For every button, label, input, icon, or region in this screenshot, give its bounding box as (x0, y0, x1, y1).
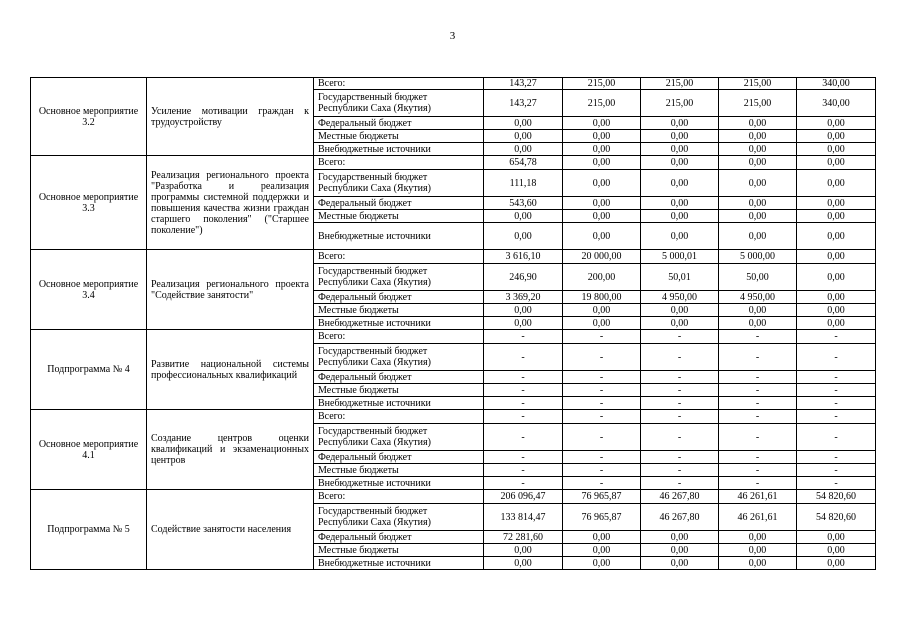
amount-cell: 0,00 (641, 130, 719, 143)
amount-cell: - (563, 371, 641, 384)
amount-cell: - (641, 451, 719, 464)
event-name: Основное мероприятие 3.3 (31, 156, 147, 250)
amount-cell: 54 820,60 (797, 504, 876, 531)
amount-cell: 0,00 (563, 197, 641, 210)
event-description: Реализация регионального проекта "Разработка и реализация программы системной поддержки и повышения качества жизни граждан старшего поколения" ("Старшее поколение") (147, 156, 314, 250)
table-row (31, 156, 876, 170)
amount-cell: 0,00 (719, 557, 797, 570)
amount-cell: 0,00 (563, 170, 641, 197)
amount-cell: - (641, 397, 719, 410)
funding-source: Местные бюджеты (314, 464, 484, 477)
amount-cell: 0,00 (641, 117, 719, 130)
amount-cell: - (797, 397, 876, 410)
funding-source: Всего: (314, 410, 484, 424)
funding-source: Внебюджетные источники (314, 477, 484, 490)
amount-cell: 654,78 (484, 156, 563, 170)
funding-source: Государственный бюджет Республики Саха (Якутия) (314, 90, 484, 117)
table-row (31, 78, 876, 90)
amount-cell: - (719, 371, 797, 384)
amount-cell: - (563, 410, 641, 424)
amount-cell: 0,00 (563, 210, 641, 223)
amount-cell: - (719, 330, 797, 344)
funding-source: Всего: (314, 156, 484, 170)
amount-cell: 0,00 (641, 557, 719, 570)
amount-cell: - (641, 384, 719, 397)
amount-cell: - (719, 397, 797, 410)
table-row (31, 250, 876, 264)
amount-cell: 543,60 (484, 197, 563, 210)
event-description: Усиление мотивации граждан к трудоустройству (147, 78, 314, 156)
amount-cell: 0,00 (797, 531, 876, 544)
amount-cell: 0,00 (484, 210, 563, 223)
event-name: Подпрограмма № 4 (31, 330, 147, 410)
funding-source: Местные бюджеты (314, 544, 484, 557)
funding-source: Государственный бюджет Республики Саха (Якутия) (314, 424, 484, 451)
amount-cell: 0,00 (797, 250, 876, 264)
amount-cell: - (797, 464, 876, 477)
table-row (31, 330, 876, 344)
amount-cell: 206 096,47 (484, 490, 563, 504)
amount-cell: 0,00 (641, 317, 719, 330)
amount-cell: - (563, 424, 641, 451)
amount-cell: 54 820,60 (797, 490, 876, 504)
budget-table (30, 77, 876, 570)
amount-cell: 0,00 (563, 130, 641, 143)
event-description: Реализация регионального проекта "Содействие занятости" (147, 250, 314, 330)
funding-source: Государственный бюджет Республики Саха (Якутия) (314, 170, 484, 197)
amount-cell: 0,00 (797, 544, 876, 557)
amount-cell: 0,00 (563, 557, 641, 570)
amount-cell: 0,00 (719, 156, 797, 170)
amount-cell: - (484, 397, 563, 410)
amount-cell: 143,27 (484, 90, 563, 117)
amount-cell: 46 261,61 (719, 490, 797, 504)
amount-cell: 0,00 (797, 143, 876, 156)
amount-cell: 0,00 (563, 223, 641, 250)
amount-cell: 72 281,60 (484, 531, 563, 544)
amount-cell: - (641, 464, 719, 477)
amount-cell: 50,00 (719, 264, 797, 291)
amount-cell: 46 267,80 (641, 490, 719, 504)
amount-cell: - (797, 451, 876, 464)
amount-cell: - (719, 464, 797, 477)
amount-cell: - (719, 410, 797, 424)
amount-cell: - (563, 344, 641, 371)
amount-cell: - (563, 477, 641, 490)
funding-source: Федеральный бюджет (314, 371, 484, 384)
funding-source: Внебюджетные источники (314, 397, 484, 410)
amount-cell: 0,00 (563, 531, 641, 544)
amount-cell: 0,00 (719, 197, 797, 210)
funding-source: Всего: (314, 250, 484, 264)
amount-cell: 0,00 (797, 170, 876, 197)
funding-source: Федеральный бюджет (314, 531, 484, 544)
amount-cell: 0,00 (719, 130, 797, 143)
amount-cell: 76 965,87 (563, 490, 641, 504)
amount-cell: 0,00 (563, 143, 641, 156)
amount-cell: 0,00 (719, 304, 797, 317)
amount-cell: 200,00 (563, 264, 641, 291)
funding-source: Внебюджетные источники (314, 143, 484, 156)
amount-cell: - (563, 330, 641, 344)
amount-cell: 5 000,01 (641, 250, 719, 264)
amount-cell: 5 000,00 (719, 250, 797, 264)
amount-cell: - (797, 344, 876, 371)
funding-source: Всего: (314, 330, 484, 344)
amount-cell: 0,00 (484, 544, 563, 557)
funding-source: Местные бюджеты (314, 304, 484, 317)
amount-cell: 20 000,00 (563, 250, 641, 264)
amount-cell: 215,00 (563, 90, 641, 117)
amount-cell: - (484, 410, 563, 424)
amount-cell: - (797, 384, 876, 397)
amount-cell: 0,00 (563, 544, 641, 557)
amount-cell: - (719, 384, 797, 397)
amount-cell: 0,00 (484, 557, 563, 570)
funding-source: Федеральный бюджет (314, 291, 484, 304)
amount-cell: 246,90 (484, 264, 563, 291)
amount-cell: 0,00 (641, 210, 719, 223)
amount-cell: 0,00 (484, 143, 563, 156)
amount-cell: - (797, 410, 876, 424)
amount-cell: 0,00 (797, 210, 876, 223)
funding-source: Местные бюджеты (314, 130, 484, 143)
amount-cell: 0,00 (719, 223, 797, 250)
amount-cell: 215,00 (641, 90, 719, 117)
amount-cell: 46 267,80 (641, 504, 719, 531)
amount-cell: 0,00 (797, 304, 876, 317)
funding-source: Местные бюджеты (314, 384, 484, 397)
amount-cell: - (563, 464, 641, 477)
amount-cell: - (797, 330, 876, 344)
table-row (31, 490, 876, 504)
amount-cell: 50,01 (641, 264, 719, 291)
event-description: Создание центров оценки квалификаций и экзаменационных центров (147, 410, 314, 490)
amount-cell: 0,00 (719, 117, 797, 130)
funding-source: Внебюджетные источники (314, 317, 484, 330)
amount-cell: 0,00 (719, 143, 797, 156)
amount-cell: - (797, 424, 876, 451)
amount-cell: 0,00 (797, 197, 876, 210)
funding-source: Внебюджетные источники (314, 557, 484, 570)
amount-cell: 0,00 (797, 130, 876, 143)
amount-cell: - (484, 384, 563, 397)
amount-cell: 0,00 (563, 317, 641, 330)
amount-cell: 0,00 (484, 317, 563, 330)
amount-cell: 0,00 (719, 317, 797, 330)
funding-source: Федеральный бюджет (314, 197, 484, 210)
amount-cell: 0,00 (797, 156, 876, 170)
amount-cell: 0,00 (719, 170, 797, 197)
amount-cell: 0,00 (641, 223, 719, 250)
amount-cell: - (641, 371, 719, 384)
amount-cell: 0,00 (797, 223, 876, 250)
amount-cell: - (719, 424, 797, 451)
amount-cell: 0,00 (797, 317, 876, 330)
amount-cell: - (484, 424, 563, 451)
amount-cell: 0,00 (719, 531, 797, 544)
amount-cell: - (641, 410, 719, 424)
funding-source: Всего: (314, 78, 484, 90)
amount-cell: - (797, 477, 876, 490)
amount-cell: 0,00 (797, 557, 876, 570)
amount-cell: 215,00 (719, 90, 797, 117)
amount-cell: - (484, 477, 563, 490)
amount-cell: 0,00 (484, 304, 563, 317)
amount-cell: 111,18 (484, 170, 563, 197)
table-row (31, 410, 876, 424)
amount-cell: 19 800,00 (563, 291, 641, 304)
amount-cell: 0,00 (797, 117, 876, 130)
amount-cell: 215,00 (563, 78, 641, 90)
amount-cell: 0,00 (563, 304, 641, 317)
event-description: Развитие национальной системы профессиональных квалификаций (147, 330, 314, 410)
amount-cell: - (641, 424, 719, 451)
amount-cell: 340,00 (797, 90, 876, 117)
amount-cell: - (719, 451, 797, 464)
amount-cell: 215,00 (719, 78, 797, 90)
amount-cell: 0,00 (797, 291, 876, 304)
amount-cell: 0,00 (484, 223, 563, 250)
amount-cell: 0,00 (797, 264, 876, 291)
amount-cell: - (484, 330, 563, 344)
amount-cell: - (563, 451, 641, 464)
funding-source: Федеральный бюджет (314, 451, 484, 464)
amount-cell: 0,00 (484, 130, 563, 143)
page-number: 3 (449, 30, 456, 42)
amount-cell: 4 950,00 (641, 291, 719, 304)
amount-cell: - (484, 371, 563, 384)
amount-cell: - (563, 397, 641, 410)
amount-cell: 0,00 (641, 156, 719, 170)
amount-cell: 133 814,47 (484, 504, 563, 531)
event-name: Подпрограмма № 5 (31, 490, 147, 570)
amount-cell: - (484, 464, 563, 477)
amount-cell: 46 261,61 (719, 504, 797, 531)
amount-cell: 0,00 (563, 156, 641, 170)
funding-source: Государственный бюджет Республики Саха (Якутия) (314, 504, 484, 531)
amount-cell: 0,00 (719, 210, 797, 223)
event-name: Основное мероприятие 3.2 (31, 78, 147, 156)
event-description: Содействие занятости населения (147, 490, 314, 570)
funding-source: Внебюджетные источники (314, 223, 484, 250)
amount-cell: 3 616,10 (484, 250, 563, 264)
amount-cell: - (563, 384, 641, 397)
amount-cell: - (719, 477, 797, 490)
amount-cell: 0,00 (719, 544, 797, 557)
amount-cell: - (797, 371, 876, 384)
amount-cell: 340,00 (797, 78, 876, 90)
funding-source: Местные бюджеты (314, 210, 484, 223)
amount-cell: - (641, 477, 719, 490)
event-name: Основное мероприятие 3.4 (31, 250, 147, 330)
amount-cell: 0,00 (641, 143, 719, 156)
amount-cell: 76 965,87 (563, 504, 641, 531)
amount-cell: 0,00 (563, 117, 641, 130)
amount-cell: 0,00 (641, 531, 719, 544)
event-name: Основное мероприятие 4.1 (31, 410, 147, 490)
funding-source: Федеральный бюджет (314, 117, 484, 130)
amount-cell: 0,00 (641, 304, 719, 317)
amount-cell: 143,27 (484, 78, 563, 90)
funding-source: Всего: (314, 490, 484, 504)
amount-cell: 215,00 (641, 78, 719, 90)
funding-source: Государственный бюджет Республики Саха (Якутия) (314, 264, 484, 291)
amount-cell: 4 950,00 (719, 291, 797, 304)
amount-cell: - (641, 330, 719, 344)
amount-cell: - (719, 344, 797, 371)
funding-source: Государственный бюджет Республики Саха (Якутия) (314, 344, 484, 371)
amount-cell: 0,00 (641, 170, 719, 197)
amount-cell: 3 369,20 (484, 291, 563, 304)
amount-cell: - (484, 451, 563, 464)
amount-cell: 0,00 (641, 197, 719, 210)
amount-cell: 0,00 (484, 117, 563, 130)
amount-cell: - (484, 344, 563, 371)
amount-cell: 0,00 (641, 544, 719, 557)
amount-cell: - (641, 344, 719, 371)
